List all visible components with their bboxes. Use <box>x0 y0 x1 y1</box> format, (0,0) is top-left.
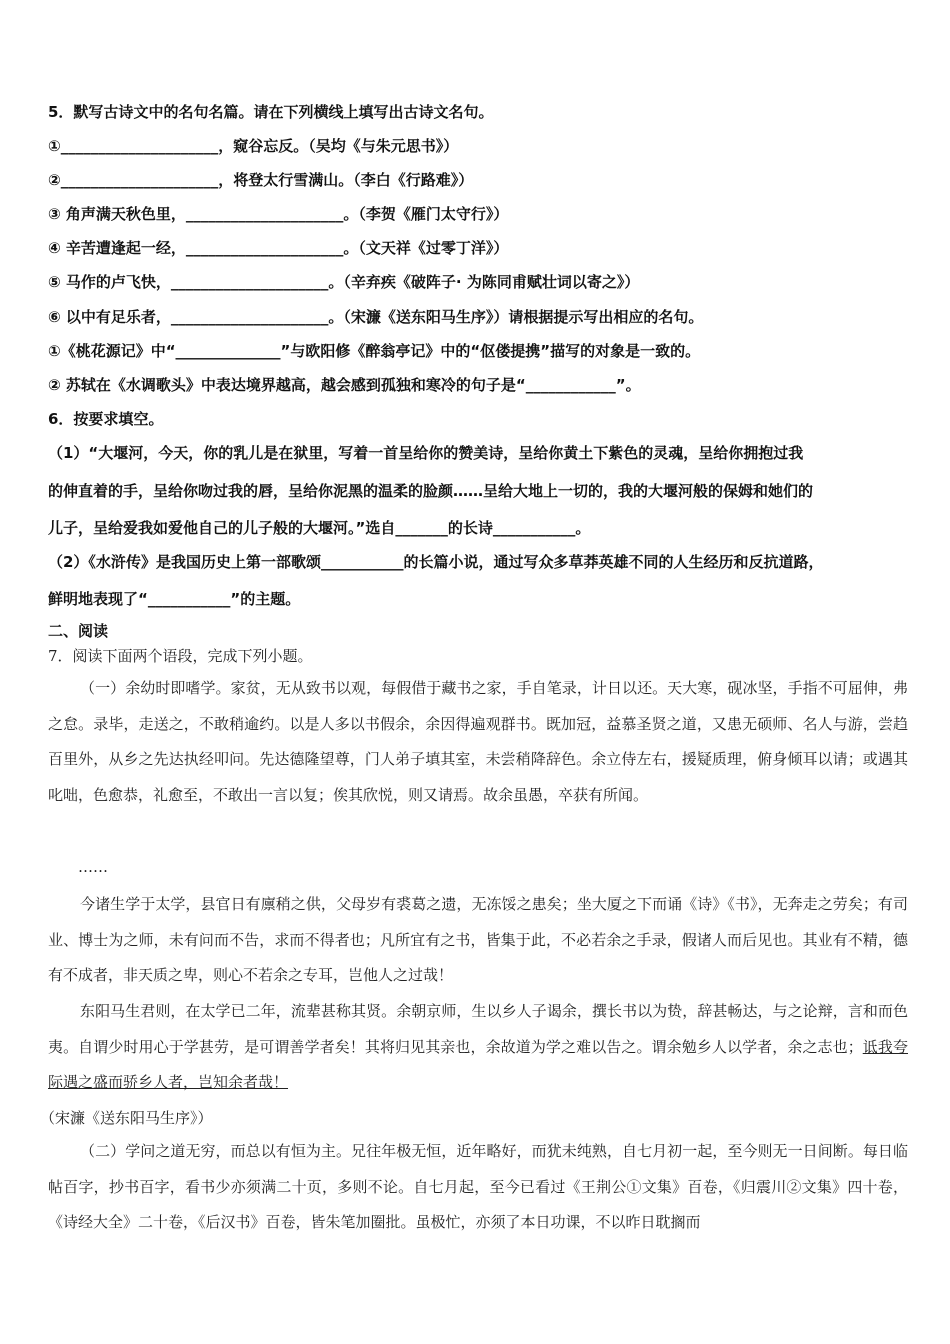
q6-sub1-line-3: 儿子，呈给爱我如爱他自己的儿子般的大堰河。”选自_______的长诗___________。 <box>48 519 591 537</box>
q5-item-6: ⑥ 以中有足乐者，_____________________。（宋濂《送东阳马生序》）请根据提示写出相应的名句。 <box>48 308 704 326</box>
passage2-paragraph-1 <box>48 1134 908 1241</box>
passage1-paragraph-1 <box>48 671 908 813</box>
q6-sub1-line-1: （1）“大堰河，今天，你的乳儿是在狱里，写着一首呈给你的赞美诗，呈给你黄土下紫色的灵魂，呈给你拥抱过我 <box>48 444 804 462</box>
q6-title: 6．按要求填空。 <box>48 410 164 428</box>
passage1-paragraph-3 <box>48 994 908 1101</box>
passage1-paragraph-2 <box>48 887 908 994</box>
q5-item-1: ①_____________________，窥谷忘反。（吴均《与朱元思书》） <box>48 137 459 155</box>
q5-title: 5．默写古诗文中的名句名篇。请在下列横线上填写出古诗文名句。 <box>48 103 494 121</box>
passage1-ellipsis: …… <box>78 858 108 876</box>
section-title: 二、阅读 <box>48 622 109 640</box>
q5-item-4: ④ 辛苦遭逢起一经，_____________________。（文天祥《过零丁洋》） <box>48 239 509 257</box>
q5-item-2: ②_____________________，将登太行雪满山。（李白《行路难》） <box>48 171 474 189</box>
passage1-underlined-sentence: 诋我夸际遇之盛而骄乡人者，岂知余者哉！ <box>48 1037 908 1091</box>
q5-item-8: ② 苏轼在《水调歌头》中表达境界越高，越会感到孤独和寒冷的句子是“____________”。 <box>48 376 641 394</box>
q6-sub1-line-2: 的伸直着的手，呈给你吻过我的唇，呈给你泥黑的温柔的脸颜……呈给大地上一切的，我的大堰河般的保姆和她们的 <box>48 482 814 500</box>
passage1-p2-text: 今诸生学于太学，县官日有廪稍之供，父母岁有裘葛之遗，无冻馁之患矣；坐大厦之下而诵《诗》《书》，无奔走之劳矣；有司业、博士为之师，未有问而不告，求而不得者也；凡所宜有之书，皆集于此，不必若余之手录，假诸人而后见也。其业有不精，德有不成者，非天质之卑，则心不若余之专耳，岂他人之过哉！ <box>48 895 908 984</box>
passage2-p1-text: （二）学问之道无穷，而总以有恒为主。兄往年极无恒，近年略好，而犹未纯熟，自七月初一起，至今则无一日间断。每日临帖百字，抄书百字，看书少亦须满二十页，多则不论。自七月起，至今已看过《王荆公①文集》百卷，《归震川②文集》四十卷，《诗经大全》二十卷，《后汉书》百卷，皆朱笔加圈批。虽极忙，亦须了本日功课，不以昨日耽搁而 <box>48 1142 908 1231</box>
passage1-source: （宋濂《送东阳马生序》） <box>40 1109 213 1127</box>
passage1-p3-text: 东阳马生君则，在太学已二年，流辈甚称其贤。余朝京师，生以乡人子谒余，撰长书以为贽，辞甚畅达，与之论辩，言和而色夷。自谓少时用心于学甚劳，是可谓善学者矣！其将归见其亲也，余故道为学之难以告之。谓余勉乡人以学者，余之志也； <box>48 1002 908 1056</box>
q5-item-3: ③ 角声满天秋色里，_____________________。（李贺《雁门太守行》） <box>48 205 509 223</box>
q6-sub2-line-1: （2）《水浒传》是我国历史上第一部歌颂___________的长篇小说，通过写众多草莽英雄不同的人生经历和反抗道路， <box>48 553 824 571</box>
passage1-p1-text: （一）余幼时即嗜学。家贫，无从致书以观，每假借于藏书之家，手自笔录，计日以还。天大寒，砚冰坚，手指不可屈伸，弗之怠。录毕，走送之，不敢稍逾约。以是人多以书假余，余因得遍观群书。既加冠，益慕圣贤之道，又患无硕师、名人与游，尝趋百里外，从乡之先达执经叩问。先达德隆望尊，门人弟子填其室，未尝稍降辞色。余立侍左右，援疑质理，俯身倾耳以请；或遇其叱咄，色愈恭，礼愈至，不敢出一言以复；俟其欣悦，则又请焉。故余虽愚，卒获有所闻。 <box>48 679 908 804</box>
q6-sub2-line-2: 鲜明地表现了“___________”的主题。 <box>48 590 301 608</box>
q7-instruction: 7．阅读下面两个语段，完成下列小题。 <box>48 647 313 665</box>
q5-item-7: ①《桃花源记》中“______________”与欧阳修《醉翁亭记》中的“伛偻提携”描写的对象是一致的。 <box>48 342 701 360</box>
q5-item-5: ⑤ 马作的卢飞快，_____________________。（辛弃疾《破阵子· 为陈同甫赋壮词以寄之》） <box>48 273 640 291</box>
